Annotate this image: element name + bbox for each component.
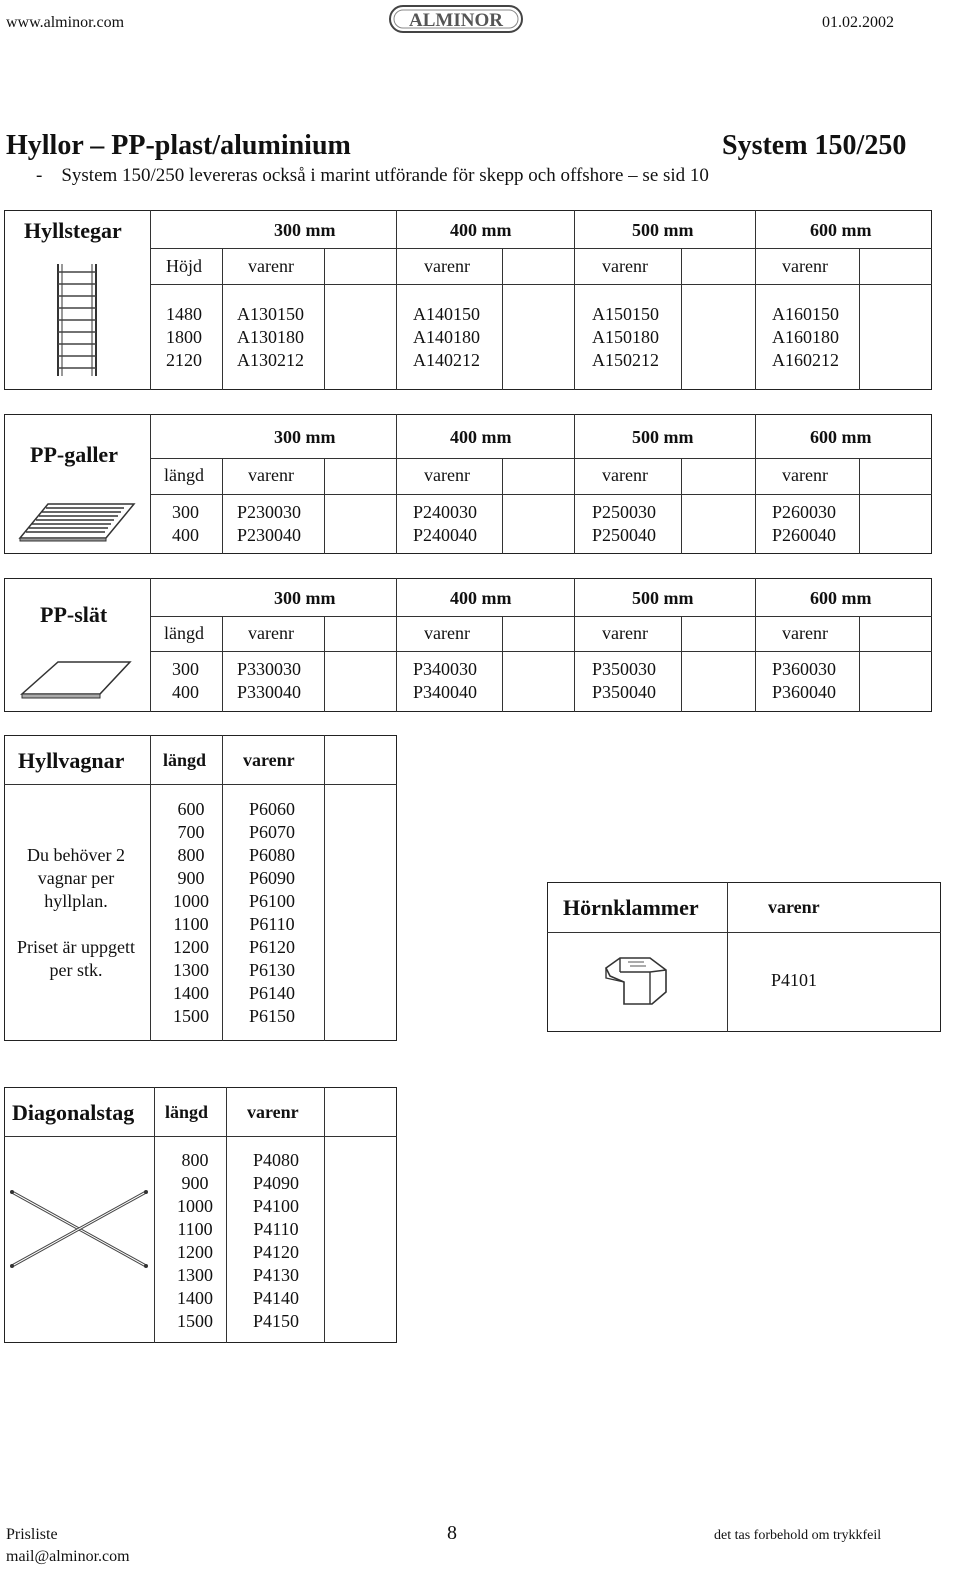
col-varenr: varenr <box>424 623 470 643</box>
subtitle: - System 150/250 levereras också i marint utförande för skepp och offshore – se sid 10 <box>36 165 709 186</box>
width-400: 400 mm <box>450 220 512 240</box>
hornklammer-title: Hörnklammer <box>563 895 699 920</box>
col-hojd: Höjd <box>166 256 202 276</box>
hyllvagnar-codes: P6060 P6070 P6080 P6090 P6100 P6110 P6120 P6130 P6140 P6150 <box>248 799 295 1026</box>
diagonalstag-codes: P4080 P4090 P4100 P4110 P4120 P4130 P4140 P4150 <box>252 1150 299 1331</box>
width-400: 400 mm <box>450 588 512 608</box>
date: 01.02.2002 <box>822 14 894 31</box>
hornklammer-code: P4101 <box>771 970 818 990</box>
footer-label: Prisliste <box>6 1526 58 1543</box>
width-600: 600 mm <box>810 220 872 240</box>
codes-500: P250030 P250040 <box>592 502 657 545</box>
codes-600: A160150 A160180 A160212 <box>772 304 839 370</box>
alminor-logo <box>388 4 524 34</box>
width-300: 300 mm <box>274 588 336 608</box>
hyllvagnar-note: Du behöver 2 vagnar per hyllplan. Priset är uppgett per stk. <box>17 845 135 980</box>
flat-sheet-icon <box>20 660 132 700</box>
system-title: System 150/250 <box>722 130 907 161</box>
codes-600: P260030 P260040 <box>772 502 837 545</box>
page-title: Hyllor – PP-plast/aluminium <box>6 130 351 161</box>
ladder-icon <box>52 262 102 378</box>
col-varenr: varenr <box>602 256 648 276</box>
width-300: 300 mm <box>274 427 336 447</box>
col-varenr: varenr <box>782 465 828 485</box>
codes-400: P240030 P240040 <box>413 502 478 545</box>
codes-500: P350030 P350040 <box>592 659 657 702</box>
col-varenr: varenr <box>247 1102 299 1122</box>
lengths-list: 300 400 <box>172 659 199 702</box>
svg-text:ALMINOR: ALMINOR <box>409 10 503 31</box>
col-langd: längd <box>164 623 204 643</box>
corner-clamp-icon <box>600 948 676 1008</box>
hyllvagnar-lengths: 600 700 800 900 1000 1100 1200 1300 1400 1500 <box>173 799 209 1026</box>
website-url[interactable]: www.alminor.com <box>6 14 125 31</box>
diagonal-brace-icon <box>8 1184 150 1274</box>
lengths-list: 300 400 <box>172 502 199 545</box>
col-varenr: varenr <box>248 465 294 485</box>
width-400: 400 mm <box>450 427 512 447</box>
heights-list: 1480 1800 2120 <box>166 304 202 370</box>
col-langd: längd <box>165 1102 209 1122</box>
col-varenr: varenr <box>248 623 294 643</box>
codes-300: P230030 P230040 <box>237 502 302 545</box>
col-varenr: varenr <box>768 897 820 917</box>
col-varenr: varenr <box>782 623 828 643</box>
pp-slat-title: PP-slät <box>40 602 108 627</box>
grating-icon <box>18 502 136 542</box>
page-number: 8 <box>447 1522 457 1544</box>
col-varenr: varenr <box>243 750 295 770</box>
codes-400: A140150 A140180 A140212 <box>413 304 480 370</box>
col-langd: längd <box>163 750 207 770</box>
width-500: 500 mm <box>632 427 694 447</box>
col-varenr: varenr <box>782 256 828 276</box>
footer-email[interactable]: mail@alminor.com <box>6 1548 130 1565</box>
width-600: 600 mm <box>810 588 872 608</box>
diagonalstag-lengths: 800 900 1000 1100 1200 1300 1400 1500 <box>177 1150 213 1331</box>
codes-400: P340030 P340040 <box>413 659 478 702</box>
hyllstegar-title: Hyllstegar <box>24 218 122 243</box>
col-varenr: varenr <box>424 465 470 485</box>
pp-galler-title: PP-galler <box>30 442 118 467</box>
hyllvagnar-title: Hyllvagnar <box>18 748 125 773</box>
width-500: 500 mm <box>632 220 694 240</box>
width-300: 300 mm <box>274 220 336 240</box>
col-varenr: varenr <box>602 465 648 485</box>
codes-500: A150150 A150180 A150212 <box>592 304 659 370</box>
col-langd: längd <box>164 465 204 485</box>
codes-300: A130150 A130180 A130212 <box>237 304 304 370</box>
width-500: 500 mm <box>632 588 694 608</box>
footer-disclaimer: det tas forbehold om trykkfeil <box>714 1528 882 1543</box>
col-varenr: varenr <box>424 256 470 276</box>
diagonalstag-title: Diagonalstag <box>12 1100 135 1125</box>
codes-300: P330030 P330040 <box>237 659 302 702</box>
col-varenr: varenr <box>602 623 648 643</box>
codes-600: P360030 P360040 <box>772 659 837 702</box>
width-600: 600 mm <box>810 427 872 447</box>
col-varenr: varenr <box>248 256 294 276</box>
